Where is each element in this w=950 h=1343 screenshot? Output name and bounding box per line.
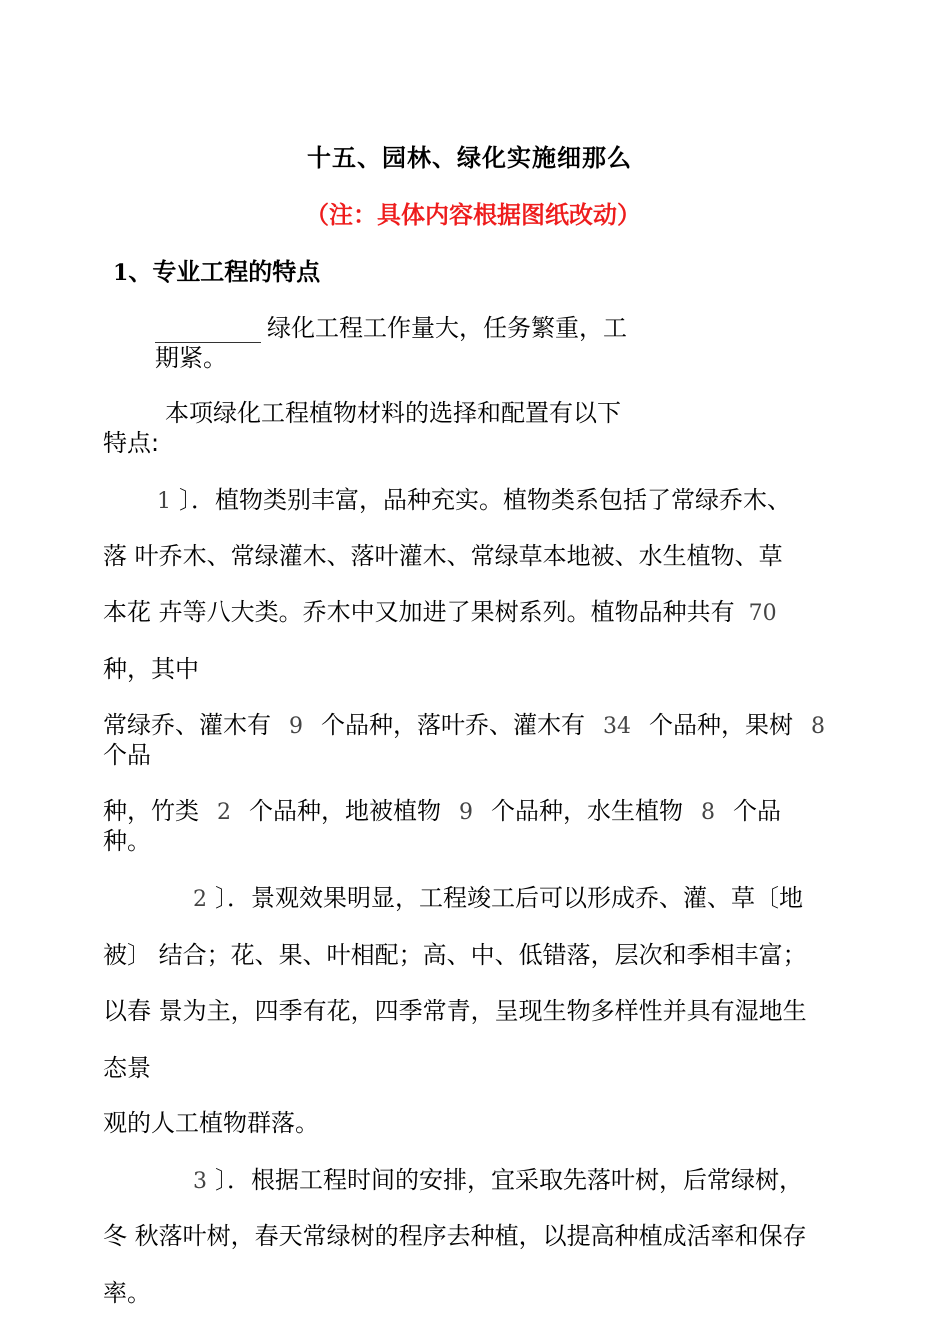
fruit-tree-count: 8 [811,714,825,739]
features-intro-line-2: 特点: [103,429,160,457]
point-2-text-1: 〕．景观效果明显，工程竣工后可以形成乔、灌、草〔地 [215,884,803,912]
point-1-line-2: 落 叶乔木、常绿灌木、落叶灌木、常绿草本地被、水生植物、草 [103,542,783,570]
point-1-text-1: 〕．植物类别丰富，品种充实。植物类系包括了常绿乔木、 [179,486,791,514]
features-intro-line-1: 本项绿化工程植物材料的选择和配置有以下 [165,399,621,427]
point-3-text-1: 〕．根据工程时间的安排，宜采取先落叶树，后常绿树， [215,1166,803,1194]
point-1-line-1 [157,485,791,517]
section-heading-text: 专业工程的特点 [152,258,321,286]
aquatic-plant-count: 8 [701,800,715,825]
point-3-marker: 3 [193,1169,207,1194]
evergreen-count: 9 [289,714,303,739]
point-1-text-7d: 个品 [733,797,781,825]
section-number: 1 [113,260,129,286]
bamboo-count: 2 [217,800,231,825]
point-2-line-4: 态景 [103,1054,151,1082]
point-1-line-6: 个品 [103,741,151,769]
point-1-line-4: 种，其中 [103,655,199,683]
point-1-text-7a: 种，竹类 [103,797,199,825]
plant-variety-count: 70 [748,601,777,626]
revision-note: （注：具体内容根据图纸改动） [305,201,641,229]
point-1-text-7c: 个品种，水生植物 [491,797,683,825]
point-1-marker: 1 [157,489,171,514]
point-1-text-5c: 个品种，果树 [649,711,793,739]
deciduous-count: 34 [603,714,631,739]
point-2-line-2: 被〕 结合；花、果、叶相配；高、中、低错落，层次和季相丰富； [103,941,807,969]
section-heading [113,257,320,288]
point-1-line-7 [103,796,781,828]
point-3-line-3: 率。 [103,1279,151,1307]
point-2-line-5: 观的人工植物群落。 [103,1109,319,1137]
point-2-line-3: 以春 景为主，四季有花，四季常青，呈现生物多样性并具有湿地生 [103,997,807,1025]
point-1-text-7b: 个品种，地被植物 [249,797,441,825]
point-2-line-1 [193,883,803,915]
point-1-text-3: 本花 卉等八大类。乔木中又加进了果树系列。植物品种共有 [103,598,735,626]
point-1-line-8: 种。 [103,827,151,855]
point-2-marker: 2 [193,887,207,912]
point-1-line-5 [103,710,825,742]
ground-cover-count: 9 [459,800,473,825]
point-1-text-5b: 个品种，落叶乔、灌木有 [321,711,585,739]
page-title: 十五、园林、绿化实施细那么 [307,144,632,172]
point-1-line-3 [103,597,777,629]
blank-underline [155,314,261,343]
point-3-line-1 [193,1165,803,1197]
point-3-line-2: 冬 秋落叶树，春天常绿树的程序去种植，以提高种植成活率和保存 [103,1222,807,1250]
intro-text-1: 绿化工程工作量大，任务繁重，工 [267,314,627,342]
section-separator: 、 [128,258,153,286]
intro-line-2: 期紧。 [155,344,227,372]
intro-line-1 [155,313,627,343]
point-1-text-5a: 常绿乔、灌木有 [103,711,271,739]
